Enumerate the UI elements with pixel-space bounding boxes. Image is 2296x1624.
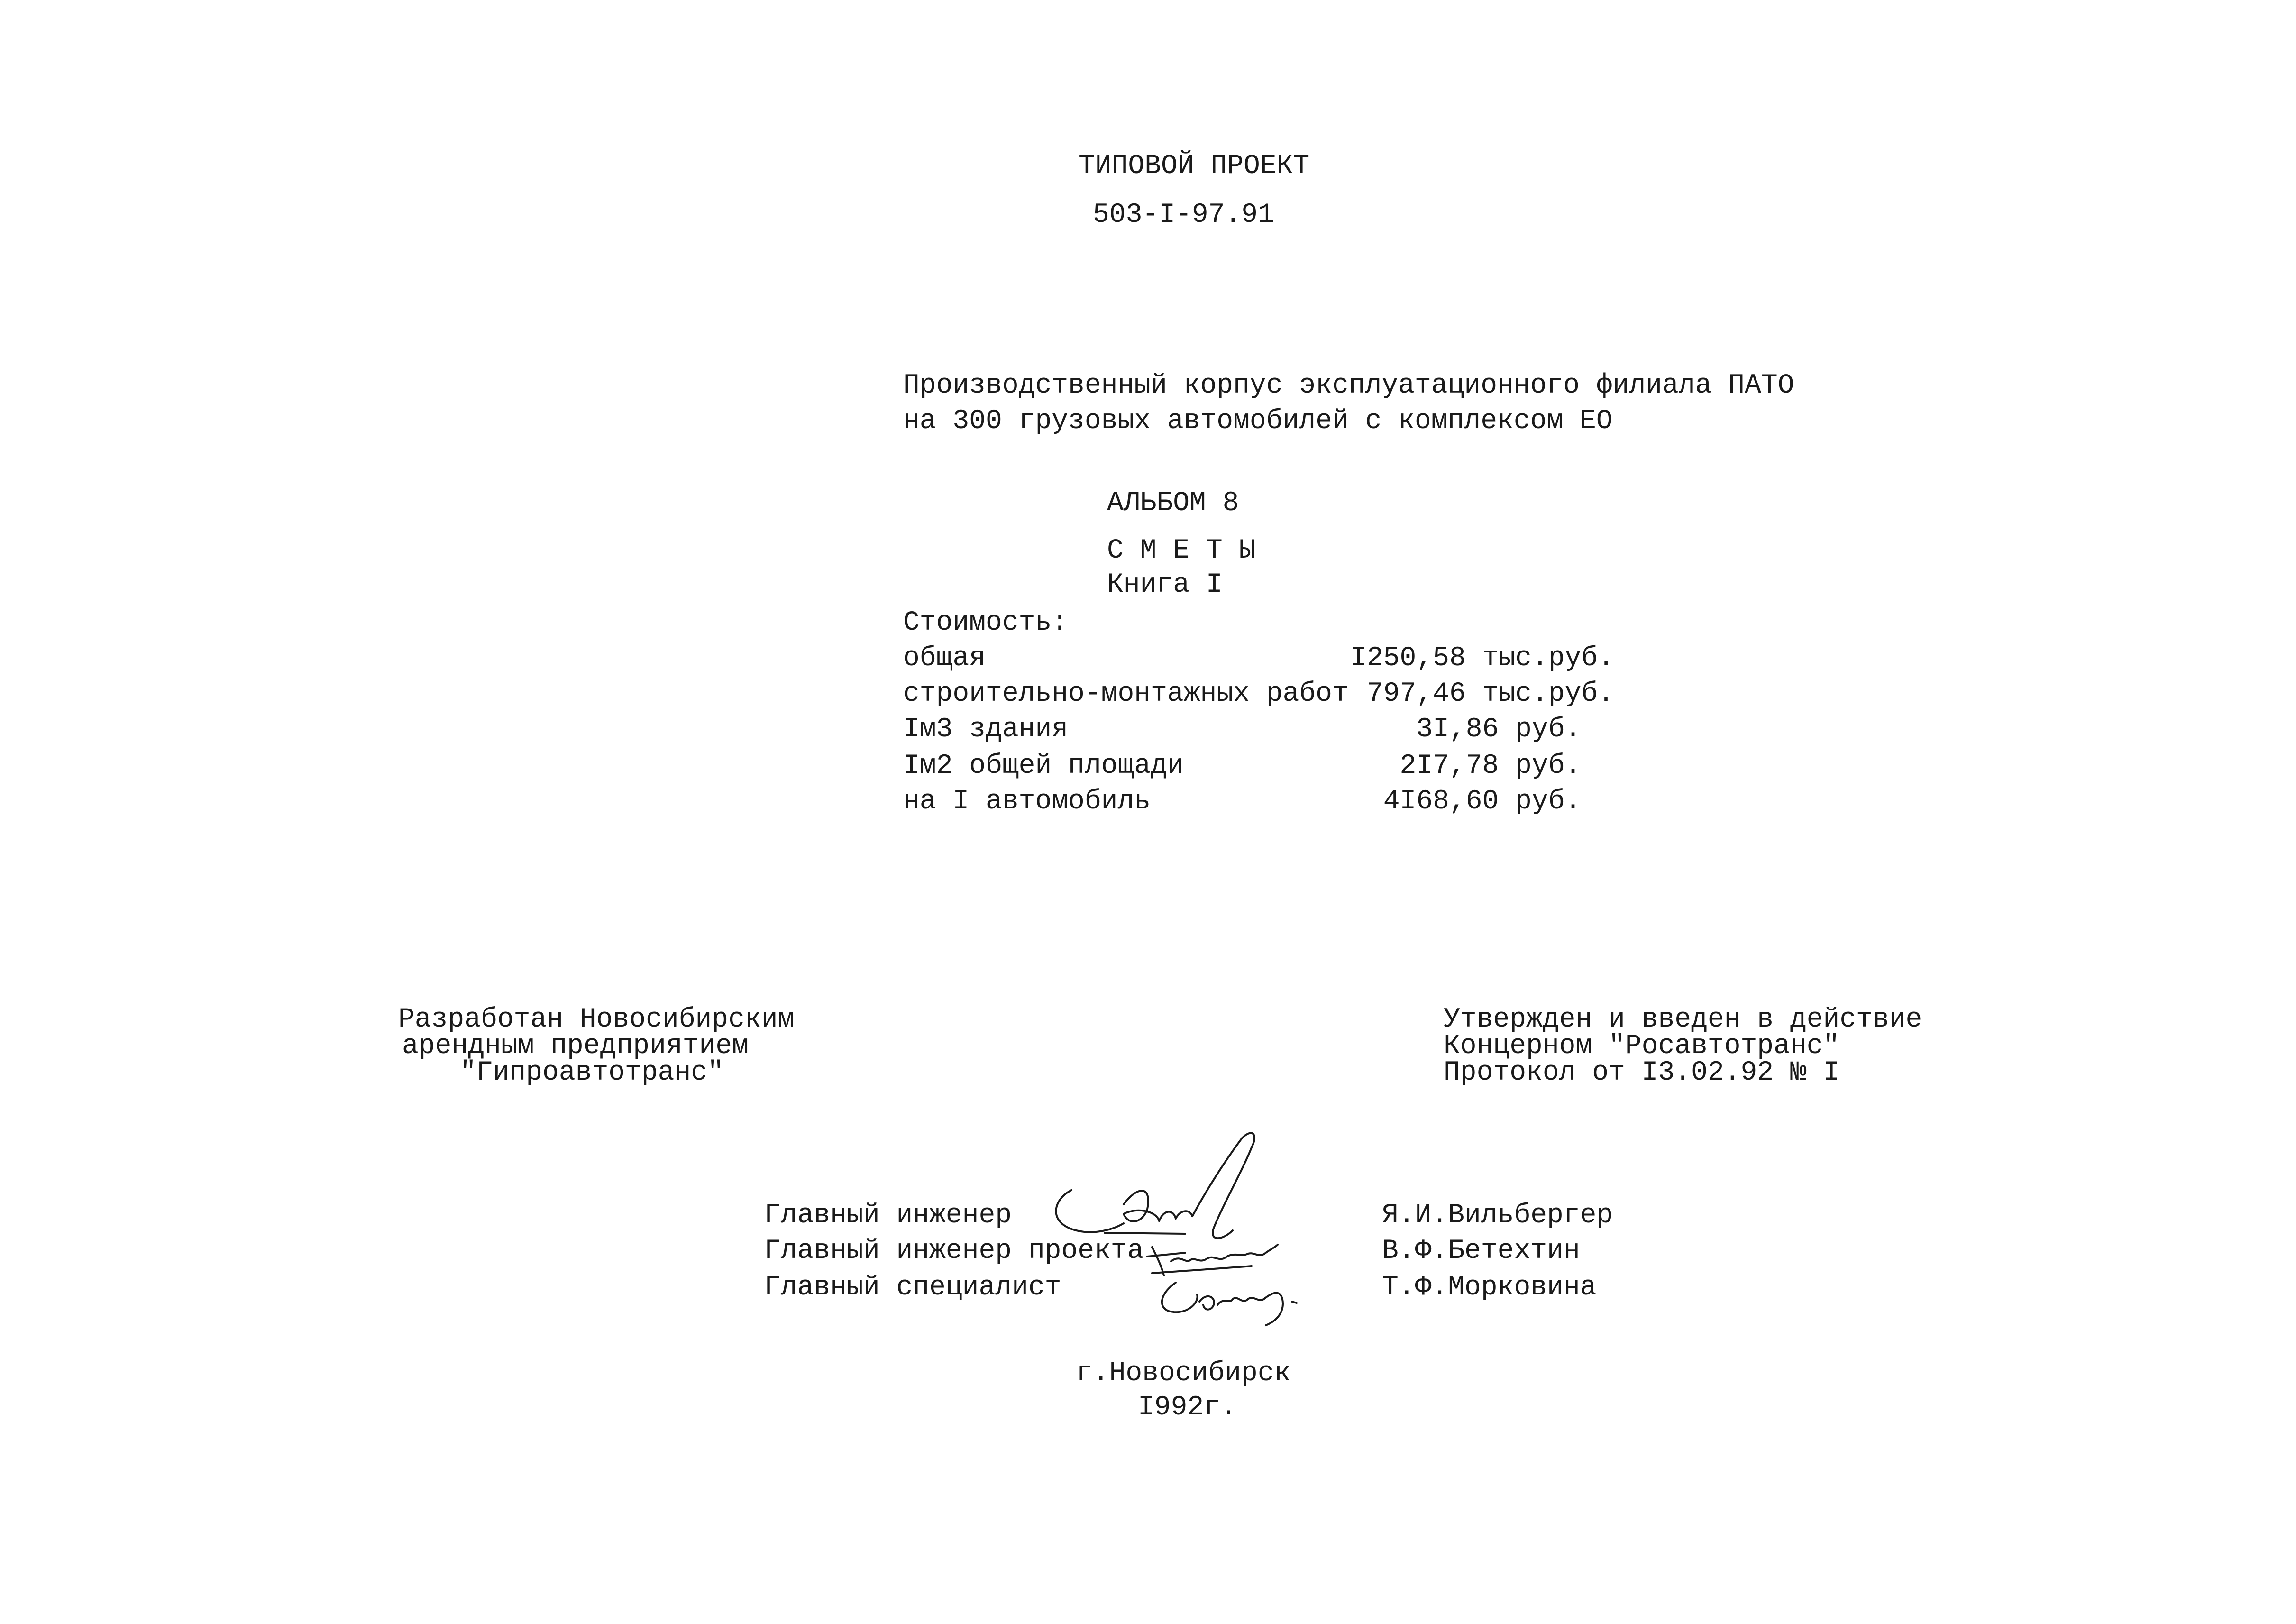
- signatory-name: Я.И.Вильбергер: [1382, 1200, 1613, 1231]
- album-label: АЛЬБОМ 8: [1107, 488, 1239, 519]
- cost-row-construction: [903, 680, 1614, 714]
- footer-city: г.Новосибирск: [1076, 1358, 1291, 1389]
- cost-label: Iм3 здания: [903, 714, 1069, 745]
- cost-row-total: [903, 645, 1614, 678]
- cost-row-per-vehicle: [903, 788, 1614, 821]
- developer-line-3: "Гипроавтотранс": [460, 1057, 724, 1088]
- approval-line-2: Концерном "Росавтотранс": [1444, 1031, 1840, 1062]
- cost-label: строительно-монтажных работ: [903, 679, 1349, 709]
- signatory-name: В.Ф.Бетехтин: [1382, 1236, 1580, 1266]
- album-section: С М Е Т Ы: [1107, 535, 1256, 566]
- cost-label: на I автомобиль: [903, 786, 1151, 817]
- cost-row-per-m3: [903, 716, 1614, 749]
- album-book: Книга I: [1107, 569, 1223, 600]
- developer-line-1: Разработан Новосибирским: [398, 1004, 795, 1035]
- project-title: ТИПОВОЙ ПРОЕКТ: [1079, 151, 1310, 182]
- signature-1: [1056, 1190, 1124, 1232]
- cost-value: 797,46 тыс.руб.: [1366, 679, 1614, 709]
- cost-value: I250,58 тыс.руб.: [1350, 643, 1614, 674]
- cost-label: Iм2 общей площади: [903, 751, 1184, 781]
- handwritten-signatures: [1043, 1129, 1384, 1328]
- approval-line-3: Протокол от I3.02.92 № I: [1444, 1057, 1840, 1088]
- signatory-name: Т.Ф.Морковина: [1382, 1272, 1597, 1303]
- signatory-role: Главный инженер: [764, 1200, 1012, 1231]
- project-code: 503-I-97.91: [1093, 200, 1274, 230]
- cost-value: 2I7,78 руб.: [1400, 751, 1614, 781]
- cost-label: общая: [903, 643, 986, 674]
- subject-line-2: на 300 грузовых автомобилей с комплексом ЕО: [903, 406, 1613, 437]
- cost-value: 3I,86 руб.: [1416, 714, 1614, 745]
- footer-year: I992г.: [1138, 1392, 1237, 1423]
- cost-heading: Стоимость:: [903, 607, 1069, 638]
- approval-line-1: Утвержден и введен в действие: [1444, 1004, 1922, 1035]
- signatory-role: Главный инженер проекта: [764, 1236, 1144, 1266]
- signature-3: [1162, 1283, 1198, 1312]
- cost-value: 4I68,60 руб.: [1383, 786, 1614, 817]
- developer-line-2: арендным предприятием: [402, 1031, 749, 1062]
- signatory-role: Главный специалист: [764, 1272, 1061, 1303]
- subject-line-1: Производственный корпус эксплуатационного филиала ПАТО: [903, 370, 1794, 401]
- cost-row-per-m2: [903, 752, 1614, 786]
